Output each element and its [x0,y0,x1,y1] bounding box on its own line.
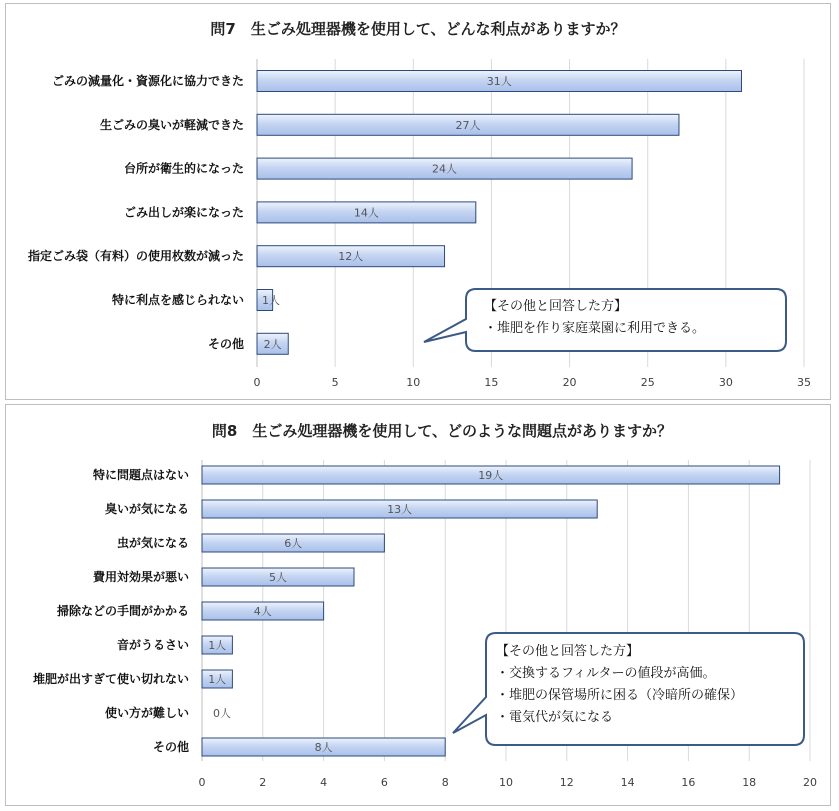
category-label: 生ごみの臭いが軽減できた [99,117,244,132]
category-label: ごみ出しが楽になった [123,205,244,220]
callout-line: ・堆肥の保管場所に困る（冷暗所の確保） [496,688,744,703]
data-label: 1人 [208,639,227,652]
x-tick-label: 30 [718,376,733,389]
x-tick-label: 12 [559,776,574,789]
category-label: 台所が衛生的になった [123,161,244,176]
chart-q8 [6,405,830,805]
chart-title: 問7 生ごみ処理器機を使用して、どんな利点がありますか？ [210,20,626,38]
callout-heading: 【その他と回答した方】 [496,644,640,659]
category-label: 臭いが気になる [104,502,189,516]
data-label: 12人 [338,250,364,264]
category-label: 特に問題点はない [92,468,189,482]
data-label: 27人 [455,118,481,132]
callout-line: ・電気代が気になる [496,710,614,725]
data-label: 6人 [284,537,303,550]
data-label: 1人 [208,673,227,686]
data-label: 5人 [269,571,287,584]
callout-box [424,289,786,351]
data-label: 1人 [262,294,280,307]
x-tick-label: 18 [742,776,757,789]
x-tick-label: 8 [441,776,449,789]
data-label: 13人 [387,503,413,516]
x-tick-label: 35 [797,376,811,389]
data-label: 2人 [263,337,282,351]
x-tick-label: 16 [681,776,696,789]
callout-box [453,633,804,745]
data-label: 31人 [486,75,512,88]
x-tick-label: 10 [499,776,513,789]
category-label: 特に利点を感じられない [111,293,244,307]
chart-q7 [6,4,830,399]
x-tick-label: 20 [562,376,577,389]
callout-heading: 【その他と回答した方】 [484,299,628,314]
data-label: 0人 [213,707,231,720]
chart-panel-q8 [5,404,831,806]
x-tick-label: 14 [620,776,635,789]
x-tick-label: 5 [331,376,339,389]
category-label: 掃除などの手間がかかる [56,604,189,618]
category-label: 指定ごみ袋（有料）の使用枚数が減った [27,249,244,264]
category-label: 虫が気になる [116,536,189,550]
x-tick-label: 4 [320,776,328,789]
category-label: 使い方が難しい [104,706,189,720]
data-label: 19人 [478,469,504,482]
category-label: 費用対効果が悪い [92,570,189,584]
x-tick-label: 0 [253,376,261,389]
x-tick-label: 0 [198,776,206,789]
callout-line: ・交換するフィルターの値段が高価。 [496,666,716,681]
chart-title: 問8 生ごみ処理器機を使用して、どのような問題点がありますか？ [211,422,673,440]
x-tick-label: 25 [640,376,655,389]
category-label: その他 [207,336,244,351]
callout-line: ・堆肥を作り家庭菜園に利用できる。 [484,321,706,336]
category-label: ごみの減量化・資源化に協力できた [51,74,244,88]
category-label: 堆肥が出すぎて使い切れない [32,672,189,686]
x-tick-label: 6 [380,776,388,789]
data-label: 4人 [253,605,272,618]
x-tick-label: 15 [484,376,499,389]
x-tick-label: 10 [406,376,421,389]
x-tick-label: 2 [259,776,267,789]
data-label: 24人 [432,162,458,176]
category-label: その他 [152,740,189,754]
data-label: 14人 [353,206,379,220]
category-label: 音がうるさい [116,638,189,652]
x-tick-label: 20 [803,776,817,789]
data-label: 8人 [314,741,333,754]
chart-panel-q7 [5,3,831,400]
